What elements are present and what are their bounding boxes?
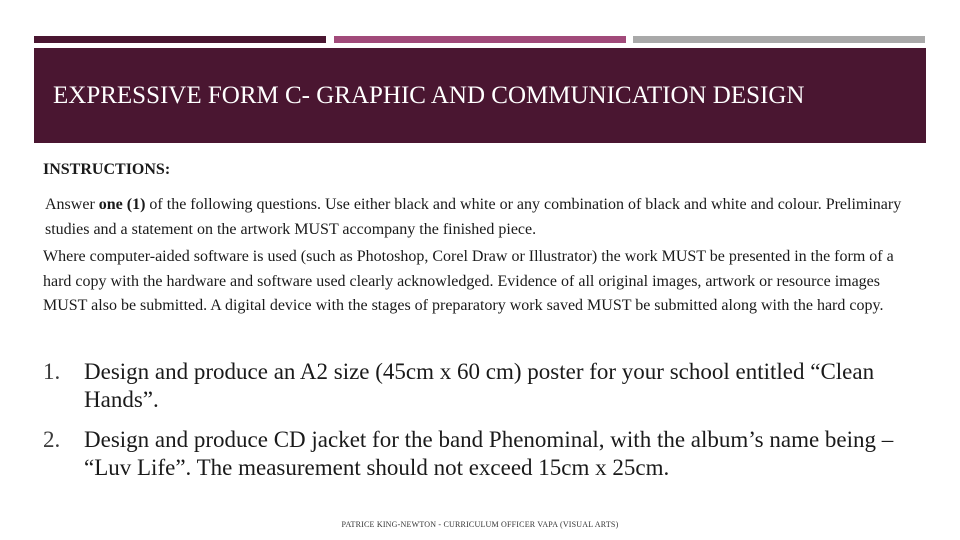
accent-bar-magenta	[334, 36, 626, 43]
instructions-heading: INSTRUCTIONS:	[43, 161, 171, 178]
para-1-rest: of the following questions. Use either black and white or any combination of black and white and colour. Preliminary studies and a statement on the artwork MUST accompany the finished piece.	[45, 196, 902, 238]
question-number: 2.	[43, 427, 61, 452]
question-number: 1.	[43, 359, 61, 384]
instructions-section	[43, 160, 923, 322]
question-item	[43, 358, 923, 414]
question-list	[43, 358, 923, 494]
accent-bar-dark	[34, 36, 326, 43]
para-1-lead: Answer	[45, 196, 99, 213]
title-band	[34, 48, 926, 143]
accent-bar-gray	[633, 36, 925, 43]
question-text: Design and produce an A2 size (45cm x 60 cm) poster for your school entitled “Clean Hands”.	[84, 359, 875, 412]
footer-credit: PATRICE KING-NEWTON - CURRICULUM OFFICER VAPA (VISUAL ARTS)	[341, 520, 619, 529]
para-1-emphasis: one (1)	[98, 196, 146, 213]
question-text: Design and produce CD jacket for the band Phenominal, with the album’s name being – “Luv Life”. The measurement should not exceed 15cm x 25cm.	[84, 427, 894, 480]
instructions-paragraph-1	[43, 193, 923, 242]
slide-title: EXPRESSIVE FORM C- GRAPHIC AND COMMUNICATION DESIGN	[53, 81, 805, 109]
question-item	[43, 426, 923, 482]
instructions-paragraph-2: Where computer-aided software is used (such as Photoshop, Corel Draw or Illustrator) the work MUST be presented in the form of a hard copy with the hardware and software used clearly acknowledged. Evidence of all original images, artwork or resource images MUST also be submitted. A digital device with the stages of preparatory work saved MUST be submitted along with the hard copy.	[43, 248, 894, 314]
